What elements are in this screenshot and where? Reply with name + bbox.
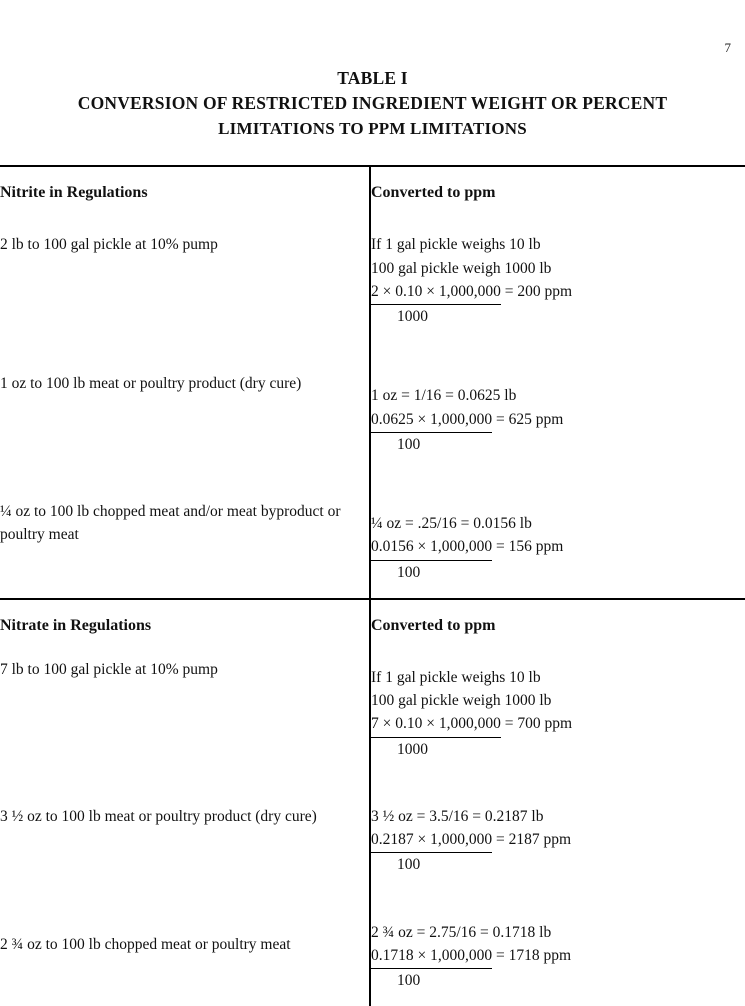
row-description-cell — [0, 652, 370, 775]
table-row — [0, 166, 745, 219]
conversion-line: 1 oz = 1/16 = 0.0625 lb — [371, 387, 517, 405]
row-description: 2 ¾ oz to 100 lb chopped meat or poultry meat — [0, 935, 291, 953]
table-row — [0, 219, 745, 342]
conversion-line: 100 gal pickle weigh 1000 lb — [371, 259, 552, 277]
fraction-numerator: 2 × 0.10 × 1,000,000 — [371, 280, 501, 305]
row-description: ¼ oz to 100 lb chopped meat and/or meat byproduct or poultry meat — [0, 503, 341, 544]
conversion-table — [0, 165, 745, 1006]
row-conversion-cell — [370, 470, 745, 599]
row-description-cell — [0, 891, 370, 1006]
fraction-denominator: 100 — [397, 972, 421, 990]
conversion-line: ¼ oz = .25/16 = 0.0156 lb — [371, 515, 532, 533]
fraction-denominator: 1000 — [397, 308, 428, 326]
conversion-line: 100 gal pickle weigh 1000 lb — [371, 692, 552, 710]
fraction-numerator-row — [371, 828, 745, 853]
fraction-denominator: 100 — [397, 435, 421, 453]
fraction-numerator-row — [371, 712, 745, 737]
fraction-numerator: 7 × 0.10 × 1,000,000 — [371, 712, 501, 737]
fraction-numerator: 0.2187 × 1,000,000 — [371, 828, 492, 853]
section-2-header-right-cell — [370, 599, 745, 652]
fraction-numerator: 0.0156 × 1,000,000 — [371, 535, 492, 560]
table-row — [0, 470, 745, 599]
row-description: 1 oz to 100 lb meat or poultry product (dry cure) — [0, 375, 302, 393]
fraction-result: = 200 ppm — [504, 282, 573, 300]
section-header-label: Nitrite in Regulations — [0, 184, 148, 202]
page-number: 7 — [724, 40, 731, 55]
row-description-cell — [0, 775, 370, 891]
fraction-numerator-row — [371, 408, 745, 433]
table-row — [0, 891, 745, 1006]
fraction-result: = 700 ppm — [504, 715, 573, 733]
fraction-result: = 625 ppm — [496, 410, 564, 428]
table-row — [0, 652, 745, 775]
section-header-label: Converted to ppm — [371, 616, 496, 634]
row-conversion-cell — [370, 652, 745, 775]
fraction-numerator: 0.0625 × 1,000,000 — [371, 408, 492, 433]
section-header-label: Nitrate in Regulations — [0, 616, 152, 634]
fraction-numerator-row — [371, 944, 745, 969]
table-row — [0, 599, 745, 652]
title-line-1: TABLE I — [337, 68, 408, 88]
fraction-result: = 1718 ppm — [496, 946, 572, 964]
title-line-2: CONVERSION OF RESTRICTED INGREDIENT WEIGHT OR PERCENT — [77, 93, 668, 114]
section-1-header-right-cell — [370, 166, 745, 219]
conversion-line: 3 ½ oz = 3.5/16 = 0.2187 lb — [371, 807, 544, 825]
table-title-block — [0, 0, 745, 141]
title-line-3: LIMITATIONS TO PPM LIMITATIONS — [218, 118, 527, 138]
conversion-line: If 1 gal pickle weighs 10 lb — [371, 236, 541, 254]
fraction-numerator: 0.1718 × 1,000,000 — [371, 944, 492, 969]
section-1-header-left-cell — [0, 166, 370, 219]
fraction-denominator: 100 — [397, 856, 421, 874]
row-description: 7 lb to 100 gal pickle at 10% pump — [0, 660, 218, 678]
row-conversion-cell — [370, 342, 745, 470]
row-description: 3 ½ oz to 100 lb meat or poultry product (dry cure) — [0, 807, 317, 825]
row-description: 2 lb to 100 gal pickle at 10% pump — [0, 236, 218, 254]
section-header-label: Converted to ppm — [371, 184, 496, 202]
row-description-cell — [0, 470, 370, 599]
row-description-cell — [0, 219, 370, 342]
row-conversion-cell — [370, 891, 745, 1006]
table-row — [0, 775, 745, 891]
conversion-line: 2 ¾ oz = 2.75/16 = 0.1718 lb — [371, 923, 552, 941]
fraction-numerator-row — [371, 280, 745, 305]
fraction-numerator-row — [371, 535, 745, 560]
row-conversion-cell — [370, 219, 745, 342]
fraction-result: = 2187 ppm — [496, 831, 572, 849]
row-conversion-cell — [370, 775, 745, 891]
conversion-line: If 1 gal pickle weighs 10 lb — [371, 668, 541, 686]
section-2-header-left-cell — [0, 599, 370, 652]
table-row — [0, 342, 745, 470]
row-description-cell — [0, 342, 370, 470]
fraction-result: = 156 ppm — [496, 538, 564, 556]
fraction-denominator: 100 — [397, 563, 421, 581]
fraction-denominator: 1000 — [397, 740, 428, 758]
